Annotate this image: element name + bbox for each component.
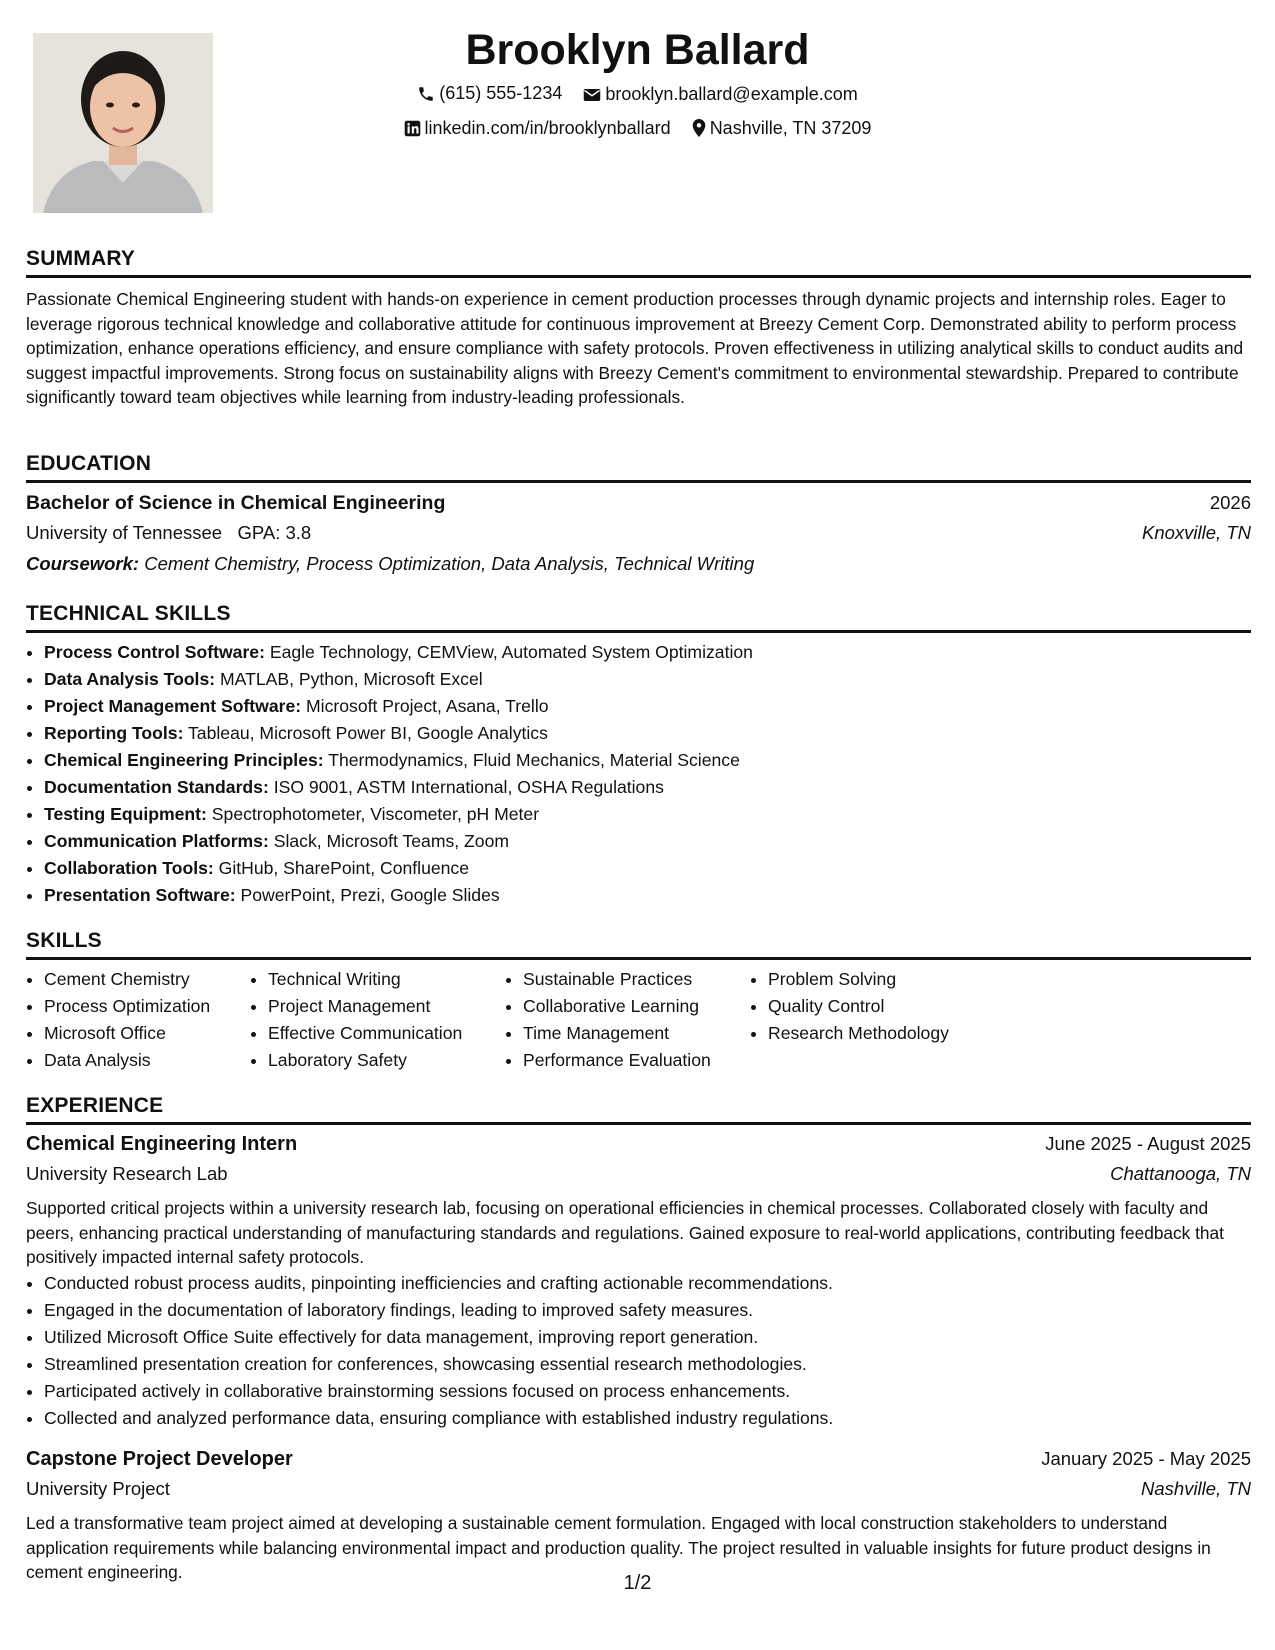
job-description: Supported critical projects within a university research lab, focusing on operational efficiencies in chemical processes. Collaborated closely with faculty and peers, enhancing practical understanding of manufacturing standards and regulations. Gained exposure to real-world applications, contributing feedback that positively impacted internal safety protocols.: [26, 1198, 1224, 1267]
list-item: • Project Management: [268, 993, 462, 1020]
job-1-title-row: [26, 1133, 1251, 1156]
summary-text: Passionate Chemical Engineering student with hands-on experience in cement production processes through dynamic projects and internship roles. Eager to leverage rigorous technical knowledge and collaborative attitude for continuous improvement at Breezy Cement Corp. Demonstrated ability to perform process optimization, enhance operations efficiency, and ensure compliance with safety protocols. Proven effectiveness in utilizing analytical skills to conduct audits and suggest impactful improvements. Strong focus on sustainability aligns with Breezy Cement's commitment to environmental stewardship. Prepared to contribute significantly toward team objectives while learning from industry-leading professionals.: [26, 289, 1244, 407]
skill-values: Tableau, Microsoft Power BI, Google Analytics: [188, 723, 548, 743]
skill-category: Process Control Software:: [44, 642, 265, 662]
phone-contact[interactable]: [417, 78, 562, 109]
skills-heading: SKILLS: [26, 927, 1251, 960]
school-name: University of Tennessee: [26, 522, 223, 543]
list-item: • Collected and analyzed performance data, ensuring compliance with established industry regulations.: [44, 1405, 833, 1432]
list-item: [44, 720, 753, 747]
school-location: Knoxville, TN: [1142, 522, 1251, 543]
coursework-row: [26, 553, 1251, 575]
degree: Bachelor of Science in Chemical Engineering: [26, 492, 446, 514]
skill-category: Project Management Software:: [44, 696, 302, 716]
list-item: • Process Optimization: [44, 993, 210, 1020]
list-item: [44, 693, 753, 720]
location-contact: [692, 113, 872, 144]
list-item: • Collaborative Learning: [523, 993, 711, 1020]
candidate-name: Brooklyn Ballard: [465, 26, 810, 74]
summary-heading: SUMMARY: [26, 245, 1251, 278]
list-item: • Microsoft Office: [44, 1020, 210, 1047]
skill-category: Communication Platforms:: [44, 831, 269, 851]
list-item: • Technical Writing: [268, 966, 462, 993]
list-item: • Laboratory Safety: [268, 1047, 462, 1074]
job-1-org-row: [26, 1163, 1251, 1185]
list-item: • Sustainable Practices: [523, 966, 711, 993]
gpa: GPA: 3.8: [237, 522, 312, 543]
education-heading: EDUCATION: [26, 450, 1251, 483]
job-2-title-row: [26, 1448, 1251, 1471]
skills-column-4: [750, 966, 949, 1047]
job-title: Capstone Project Developer: [26, 1448, 293, 1470]
linkedin-contact[interactable]: [404, 113, 671, 144]
list-item: • Utilized Microsoft Office Suite effectively for data management, improving report generation.: [44, 1324, 833, 1351]
skill-category: Collaboration Tools:: [44, 858, 214, 878]
skill-values: MATLAB, Python, Microsoft Excel: [219, 669, 483, 689]
job-title: Chemical Engineering Intern: [26, 1133, 298, 1155]
skill-values: Microsoft Project, Asana, Trello: [306, 696, 549, 716]
list-item: • Quality Control: [768, 993, 949, 1020]
map-pin-icon: [692, 119, 706, 137]
list-item: • Time Management: [523, 1020, 711, 1047]
phone-icon: [417, 85, 435, 103]
skill-values: Eagle Technology, CEMView, Automated System Optimization: [269, 642, 753, 662]
list-item: • Research Methodology: [768, 1020, 949, 1047]
list-item: • Data Analysis: [44, 1047, 210, 1074]
list-item: [44, 747, 753, 774]
school-line: [26, 522, 311, 544]
list-item: [44, 828, 753, 855]
phone-text: (615) 555-1234: [439, 83, 563, 103]
list-item: • Problem Solving: [768, 966, 949, 993]
job-1-bullets: [26, 1270, 833, 1432]
list-item: [44, 882, 753, 909]
skill-values: Thermodynamics, Fluid Mechanics, Material Science: [328, 750, 740, 770]
technical-skills-heading: TECHNICAL SKILLS: [26, 600, 1251, 633]
experience-heading: EXPERIENCE: [26, 1092, 1251, 1125]
job-2-org-row: [26, 1478, 1251, 1500]
job-description: Led a transformative team project aimed at developing a sustainable cement formulation. Engaged with local construction stakeholders to understand application requirements while balancing environmental impact and production quality. The project resulted in valuable insights for future product designs in cement engineering.: [26, 1513, 1211, 1582]
skills-column-3: [505, 966, 711, 1074]
technical-skills-list: [26, 639, 753, 909]
job-dates: June 2025 - August 2025: [1045, 1133, 1251, 1154]
job-dates: January 2025 - May 2025: [1041, 1448, 1251, 1469]
job-organization: University Project: [26, 1478, 170, 1499]
skill-category: Documentation Standards:: [44, 777, 269, 797]
email-text: brooklyn.ballard@example.com: [605, 84, 858, 104]
list-item: • Effective Communication: [268, 1020, 462, 1047]
envelope-icon: [583, 87, 601, 103]
list-item: • Streamlined presentation creation for conferences, showcasing essential research methodologies.: [44, 1351, 833, 1378]
education-degree-row: [26, 492, 1251, 515]
skill-values: GitHub, SharePoint, Confluence: [218, 858, 470, 878]
coursework-label: Coursework:: [26, 553, 140, 574]
job-location: Nashville, TN: [1141, 1478, 1251, 1499]
linkedin-text: linkedin.com/in/brooklynballard: [424, 118, 671, 138]
list-item: [44, 855, 753, 882]
list-item: • Performance Evaluation: [523, 1047, 711, 1074]
coursework-line: [26, 553, 754, 575]
skill-values: PowerPoint, Prezi, Google Slides: [240, 885, 500, 905]
skill-category: Testing Equipment:: [44, 804, 207, 824]
list-item: [44, 801, 753, 828]
list-item: [44, 774, 753, 801]
skill-category: Reporting Tools:: [44, 723, 184, 743]
linkedin-icon: [404, 120, 421, 137]
job-organization: University Research Lab: [26, 1163, 228, 1184]
list-item: • Engaged in the documentation of laboratory findings, leading to improved safety measures.: [44, 1297, 833, 1324]
skill-category: Data Analysis Tools:: [44, 669, 216, 689]
list-item: • Participated actively in collaborative brainstorming sessions focused on process enhancements.: [44, 1378, 833, 1405]
skills-column-2: [250, 966, 462, 1074]
list-item: • Conducted robust process audits, pinpointing inefficiencies and crafting actionable recommendations.: [44, 1270, 833, 1297]
page-number: 1/2: [623, 1572, 652, 1594]
list-item: [44, 639, 753, 666]
list-item: [44, 666, 753, 693]
skill-category: Presentation Software:: [44, 885, 236, 905]
job-location: Chattanooga, TN: [1110, 1163, 1251, 1184]
contact-line-1: [0, 78, 1275, 113]
email-contact[interactable]: [583, 79, 857, 110]
skill-values: ISO 9001, ASTM International, OSHA Regulations: [273, 777, 664, 797]
list-item: • Cement Chemistry: [44, 966, 210, 993]
coursework-list: Cement Chemistry, Process Optimization, Data Analysis, Technical Writing: [144, 553, 755, 574]
education-school-row: [26, 522, 1251, 544]
skill-values: Slack, Microsoft Teams, Zoom: [273, 831, 510, 851]
skills-column-1: [26, 966, 210, 1074]
skill-category: Chemical Engineering Principles:: [44, 750, 324, 770]
skill-values: Spectrophotometer, Viscometer, pH Meter: [211, 804, 540, 824]
location-text: Nashville, TN 37209: [709, 117, 872, 138]
resume-header: [0, 22, 1275, 147]
graduation-year: 2026: [1209, 492, 1251, 513]
contact-line-2: [0, 113, 1275, 148]
